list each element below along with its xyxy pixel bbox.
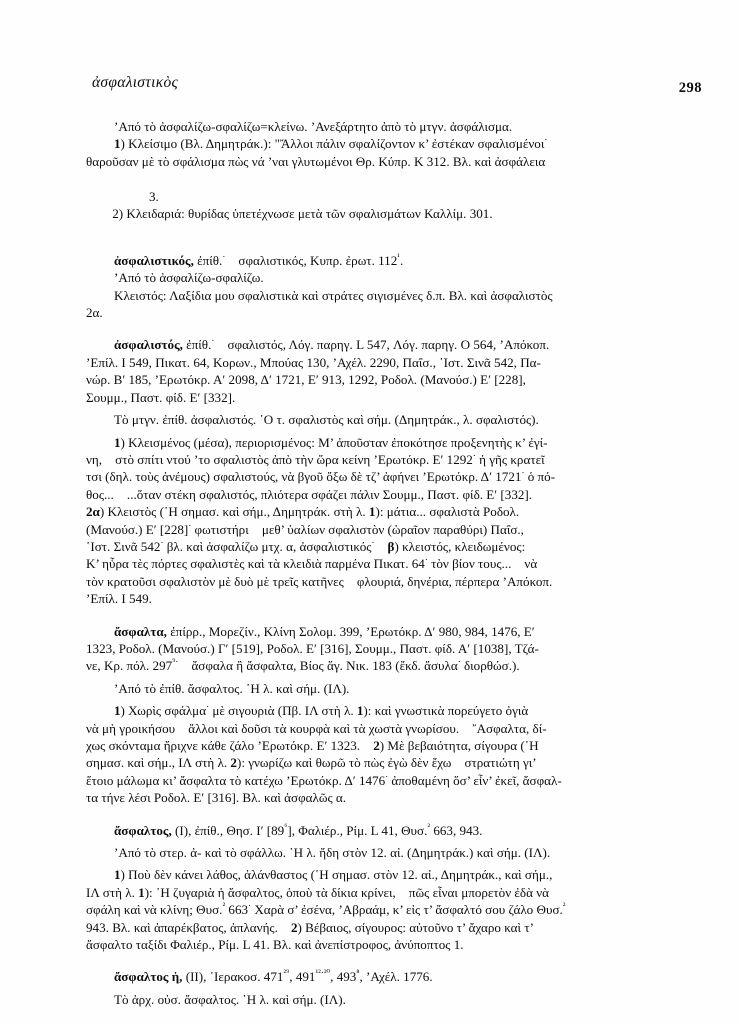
sense-number: 1 (114, 867, 121, 883)
entry-line: (Μανούσ.) Ε′ [228]· φωτιστήρι μεθ’ ὑαλίων σφαλιστὸν (ὡραῖον παραθύρι) Παΐσ., (86, 520, 524, 537)
running-head-lemma: ἀσφαλιστικὸς (92, 74, 179, 91)
superscript-reference: · (188, 520, 192, 531)
entry-line: Κλειστός: Λαξίδια μου σφαλιστικὰ καὶ στράτες σιγισμένες δ.π. Βλ. καὶ ἀσφαλιστὸς (114, 287, 553, 303)
running-head (0, 74, 739, 104)
entry-line: ’Επίλ. Ι 549, Πικατ. 64, Κορων., Μπούας 130, ’Αχέλ. 2290, Παΐσ., ῾Ιστ. Σινᾶ 542, Πα- (86, 354, 541, 370)
sense-number: 1 (138, 884, 145, 900)
headword: ἀσφαλιστός, (114, 337, 183, 353)
margin-note: 3. (149, 188, 159, 204)
entry-line: 1323, Ροδολ. (Μανούσ.) Γ′ [519], Ροδολ. Ε′ [316], Σουμμ., Παστ. φίδ. Α′ [1038], Τζά- (86, 640, 539, 656)
superscript-reference: ¹ (397, 251, 400, 262)
headword: ἄσφαλτος ἡ, (114, 969, 183, 985)
superscript-reference: ²⁹ (283, 968, 290, 979)
entry-line: νη, στὸ σπίτι ντού ’το σφαλιστὸς ἀπὸ τὴν ὥρα κείνη ’Ερωτόκρ. Ε′ 1292· ἡ γῆς κρατεῖ (86, 450, 545, 467)
entry-line: χως σκόνταμα ἤριχνε κάθε ζάλο ’Ερωτόκρ. Ε′ 1323. 2) Μὲ βεβαιότητα, σίγουρα (῾Η (86, 738, 539, 753)
entry-line: ἕτοιο μάλωμα κι’ ἄσφαλτα τὸ κατέχω ’Ερωτόκρ. Δ′ 1476· ἀποθαμένη ὅσ’ εἶν’ ἐκεῖ, ἄσφαλ- (86, 771, 562, 788)
entry-line: νώρ. Β′ 185, ’Ερωτόκρ. Α′ 2098, Δ′ 1721, Ε′ 913, 1292, Ροδολ. (Μανούσ.) Ε′ [228], (86, 372, 526, 388)
superscript-reference: · (160, 537, 164, 548)
sense-number: 2 (373, 738, 380, 753)
superscript-reference: ⁸ (356, 968, 360, 979)
entry-line: νε, Κρ. πόλ. $297^{^9\cdot}$ ἄσφαλα ἢ ἄσφαλτα, Βίος ἅγ. Νικ. 183 (ἔκδ. ἄσυλα· διορθώσ.). (86, 657, 520, 674)
entry-line: τσι (δηλ. τοὺς ἀνέμους) σφαλιστούς, νὰ βγοῦ ὄξω δὲ τζ’ ἀφήνει ’Ερωτόκρ. Δ′ 1721· ὁ πό- (86, 467, 556, 485)
superscript-reference: · (211, 336, 215, 347)
sense-number: 1 (114, 136, 121, 152)
entry-asfalta (86, 623, 656, 807)
superscript-reference: · (371, 537, 375, 548)
entry-line: ’Από τὸ ἐπίθ. ἄσφαλτος. ῾Η λ. καὶ σήμ. (ΙΛ). (114, 680, 350, 696)
superscript-reference: · (206, 701, 210, 712)
entry-line-text: 2) Κλειδαριά: θυρίδας ὑπετέχνωσε μετὰ τῶν σφαλισμάτων Καλλίμ. 301. (112, 206, 493, 222)
entry-line: 1) Κλεισμένος (μέσα), περιορισμένος: Μ’ ἀποῦσταν ἐποκότησε προξενητὴς κ’ ἐγί- (114, 434, 548, 450)
entry-line: ’Από τὸ ἀσφαλίζω-σφαλίζω. (114, 270, 264, 286)
entry-line: Τὸ μτγν. ἐπίθ. ἀσφαλιστός. ῾Ο τ. σφαλιστὸς καὶ σήμ. (Δημητράκ., λ. σφαλιστός). (114, 412, 539, 428)
entry-line: σημασ. καὶ σήμ., ΙΛ στὴ λ. 2): γνωρίζω καὶ θωρῶ τὸ πὼς ἐγὼ δὲν ἔχω στρατιώτη γι’ (86, 755, 537, 771)
sense-number: 1 (114, 703, 121, 719)
sense-number: 2α (86, 504, 100, 520)
entry-line: ῾Ιστ. Σινᾶ 542· βλ. καὶ ἀσφαλίζω μτχ. α, ἀσφαλιστικός· β) κλειστός, κλειδωμένος: (86, 537, 526, 554)
entry-line: 2α) Κλειστὸς (῾Η σημασ. καὶ σήμ., Δημητράκ. στὴ λ. 1): μάτια... σφαλιστὰ Ροδολ. (86, 504, 520, 520)
entry-asfaltos-2 (86, 968, 656, 1008)
entry-asfalistikos-continuation (86, 118, 656, 240)
superscript-reference: ² (222, 900, 226, 911)
superscript-reference: ¹²·²⁰ (315, 968, 331, 979)
entry-line: ΙΛ στὴ λ. 1): ῾Η ζυγαριὰ ἡ ἄσφαλτος, ὁποὺ τὰ δίκια κρίνει, πῶς εἶναι μπορετὸν ἐδὰ νὰ (86, 884, 549, 900)
entry-line: Κ’ ηὗρα τὲς πόρτες σφαλιστὲς καὶ τὰ κλειδιὰ παρμένα Πικατ. 64· τὸν βίον τους... νὰ (86, 554, 538, 572)
entry-line: 1) Χωρὶς σφάλμα· μὲ σιγουριὰ (Πβ. ΙΛ στὴ λ. 1): καὶ γνωστικὰ πορεύγετο ὀγιὰ (114, 701, 529, 719)
entry-line: Σουμμ., Παστ. φίδ. Ε′ [332]. (86, 389, 236, 405)
superscript-reference: · (472, 450, 476, 461)
entry-line: θαροῦσαν μὲ τὸ σφάλισμα πὼς νά ’ναι γλυτωμένοι Θρ. Κύπρ. Κ 312. Βλ. καὶ ἀσφάλεια (86, 153, 546, 169)
superscript-reference: · (248, 900, 252, 911)
entry-line: 1) Ποὺ δὲν κάνει λάθος, ἀλάνθαστος (῾Η σημασ. στὸν 12. αἰ., Δημητράκ., καὶ σήμ., (114, 867, 553, 883)
entry-asfalistos (86, 336, 656, 607)
superscript-reference: · (222, 251, 226, 262)
superscript-reference: ⁶ (284, 821, 288, 832)
entry-line: ’Από τὸ ἀσφαλίζω-σφαλίζω=κλείνω. ’Ανεξάρτητο ἀπὸ τὸ μτγν. ἀσφάλισμα. (114, 119, 513, 134)
superscript-reference: · (424, 554, 428, 565)
entry-headword-line: ἄσφαλτος, (Ι), ἐπίθ., Θησ. Ι′ $[89^{^6}]$, Φαλιέρ., Ρίμ. L 41, Θυσ.$^{^2}$ 663, 943. (114, 821, 483, 838)
entry-line: ἄσφαλτο ταξίδι Φαλιέρ., Ρίμ. L 41. Βλ. καὶ ἀνεπίστροφος, ἀνύποπτος 1. (86, 937, 464, 953)
sense-number: 1 (368, 504, 376, 520)
text-column (86, 118, 656, 1008)
entry-headword-line: ἄσφαλτα, ἐπίρρ., Μορεζίν., Κλίνη Σολομ. 399, ’Ερωτόκρ. Δ′ 980, 984, 1476, Ε′ (114, 623, 535, 639)
headword: ἀσφαλιστικός, (114, 252, 194, 268)
sense-number: 1 (356, 703, 364, 719)
entry-line-with-margin-note (86, 170, 656, 240)
entry-headword-line: ἀσφαλιστικός, ἐπίθ.· σφαλιστικός, Κυπρ. ἐρωτ. $112^{^1}$. (114, 251, 404, 268)
superscript-reference: · (544, 135, 548, 146)
entry-line: Τὸ ἀρχ. οὐσ. ἄσφαλτος. ῾Η λ. καὶ σήμ. (ΙΛ). (114, 991, 346, 1007)
superscript-reference: ² (427, 821, 431, 832)
entry-line: θος... ...ὅταν στέκη σφαλιστός, πλιότερα σφάζει πάλιν Σουμμ., Παστ. φίδ. Ε′ [332]. (86, 486, 533, 502)
superscript-reference: ² (562, 900, 566, 911)
sense-number: β (387, 538, 395, 554)
superscript-reference: · (521, 467, 525, 478)
entry-asfalistikos (86, 252, 656, 322)
superscript-reference: ⁹· (172, 657, 179, 668)
entry-line: σφάλη καὶ νὰ κλίνη; Θυσ.$^{^2}$ 663· Χαρὰ σ’ ἐσένα, ’Αβραάμ, κ’ εἰς τ’ ἄσφαλτό σου ζάλο Θυσ.$^{^2}$ (86, 900, 566, 918)
headword: ἄσφαλτα, (114, 623, 167, 639)
entry-line: τα τήνε λέσι Ροδολ. Ε′ [316]. Βλ. καὶ ἀσφαλῶς α. (86, 790, 347, 806)
sense-number: 2 (230, 755, 237, 771)
entry-line: ’Από τὸ στερ. ἀ- καὶ τὸ σφάλλω. ῾Η λ. ἤδη στὸν 12. αἰ. (Δημητράκ.) καὶ σήμ. (ΙΛ). (114, 845, 551, 861)
headword: ἄσφαλτος, (114, 822, 172, 838)
entry-line: 943. Βλ. καὶ ἀπαρέκβατος, ἀπλανής. 2) Βέβαιος, σίγουρος: αὐτοῦνο τ’ ἄχαρο καὶ τ’ (86, 919, 534, 935)
sense-number: 2 (290, 919, 298, 935)
entry-headword-line: ἄσφαλτος ἡ, (ΙΙ), ῾Ιερακοσ. $471^{^{29}}$, $491^{^{12}\cdot^{20}}$, $493^{^8}$, ’Αχέλ. 1776. (114, 968, 433, 985)
sense-number: 1 (114, 434, 121, 450)
entry-line: τὸν κρατοῦσι σφαλιστὸν μὲ δυὸ μὲ τρεῖς κατῆνες φλουριά, δηνέρια, πέρπερα ’Απόκοπ. (86, 573, 553, 589)
entry-asfaltos-1 (86, 822, 656, 954)
entry-line: ’Επίλ. Ι 549. (86, 591, 152, 607)
entry-headword-line: ἀσφαλιστός, ἐπίθ.· σφαλιστός, Λόγ. παρηγ. L 547, Λόγ. παρηγ. Ο 564, ’Απόκοπ. (114, 336, 550, 353)
superscript-reference: · (457, 657, 461, 668)
page-number: 298 (678, 80, 702, 96)
entry-line: 1) Κλείσιμο (Βλ. Δημητράκ.): "Ἄλλοι πάλιν σφαλίζοντον κ’ ἐστέκαν σφαλισμένοι· (114, 135, 548, 152)
entry-line: 2α. (86, 305, 103, 321)
superscript-reference: · (385, 771, 389, 782)
entry-line: νὰ μὴ γροικήσου ἄλλοι καὶ δοῦσι τὰ κουρφὰ καὶ τὰ χωστὰ γνωρίσου. ῎Ασφαλτα, δί- (86, 720, 547, 736)
